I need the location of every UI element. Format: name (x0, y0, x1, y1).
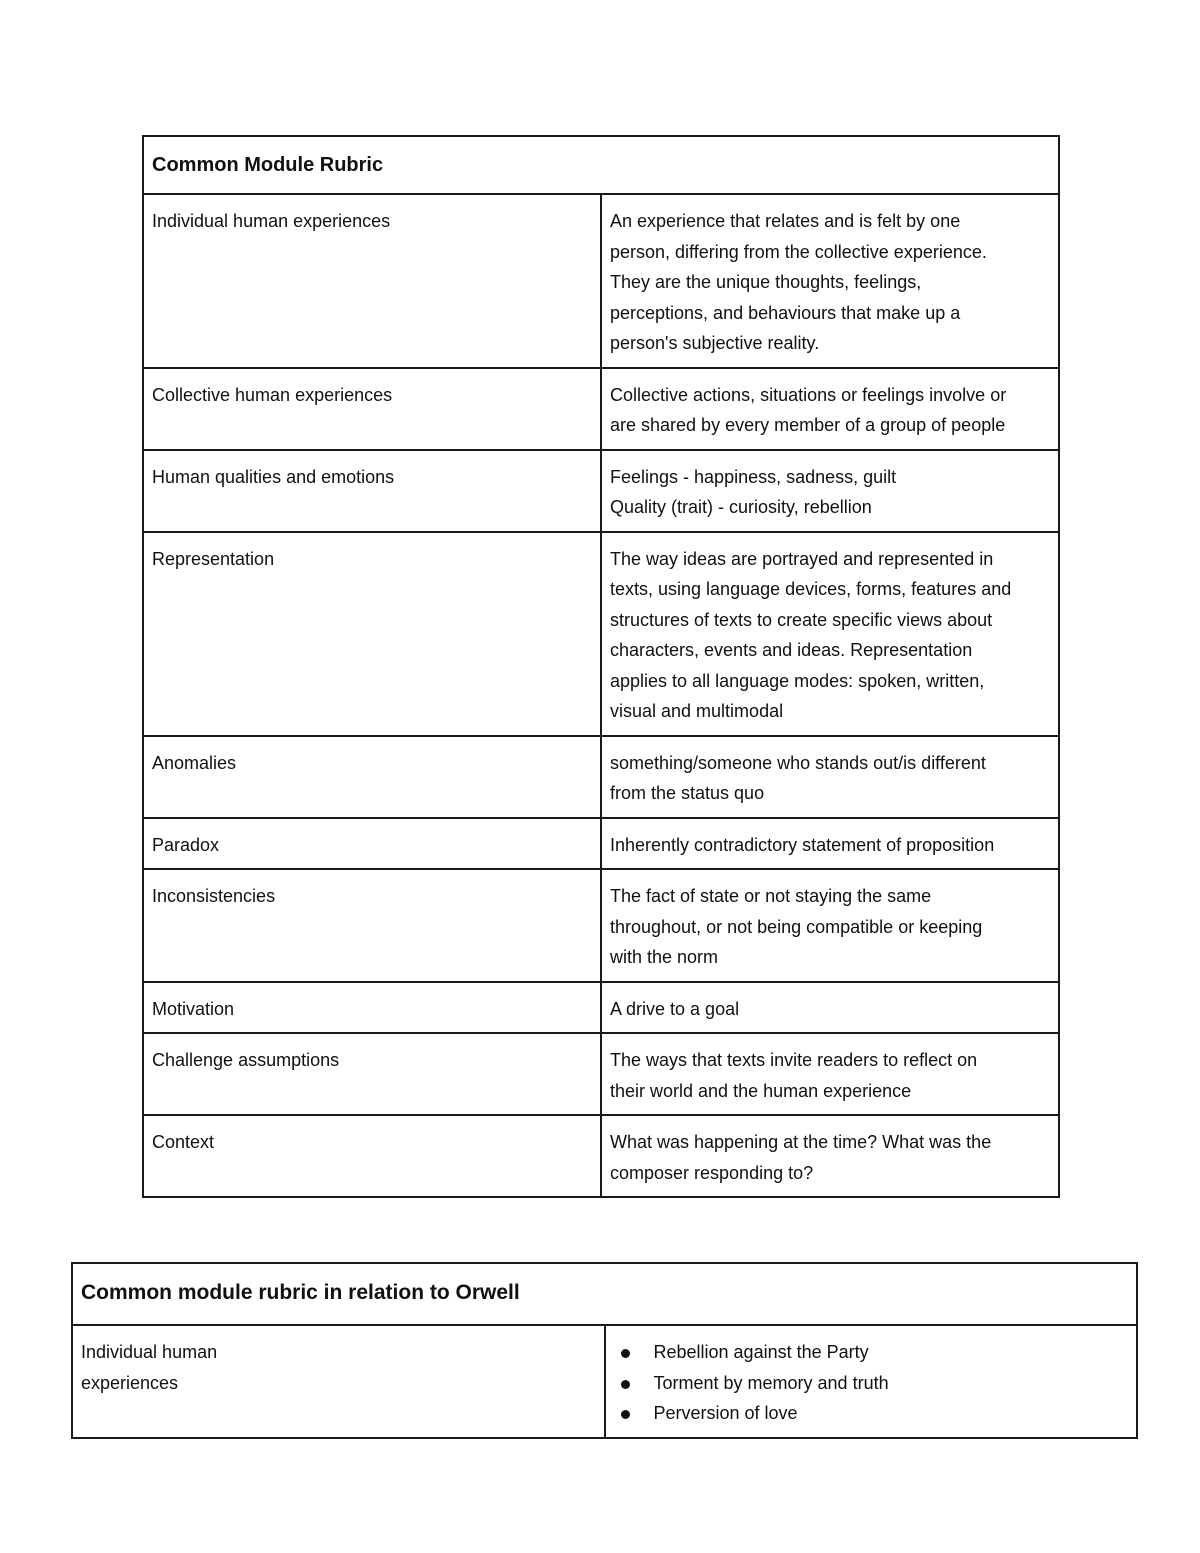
rubric-term: Human qualities and emotions (143, 450, 601, 532)
table-row (143, 982, 1059, 1034)
orwell-title: Common module rubric in relation to Orwell (72, 1263, 1137, 1325)
table-row (143, 532, 1059, 736)
rubric-term: Challenge assumptions (143, 1033, 601, 1115)
bullet-icon (621, 1380, 630, 1389)
table-row (143, 1115, 1059, 1197)
definition-line: person's subjective reality. (610, 333, 820, 353)
definition-line: perceptions, and behaviours that make up a (610, 302, 961, 323)
orwell-table (71, 1262, 1138, 1439)
rubric-definition (601, 818, 1059, 870)
rubric-title: Common Module Rubric (143, 136, 1059, 194)
definition-line: The ways that texts invite readers to reflect on (610, 1050, 978, 1070)
definition-line: with the norm (610, 947, 719, 967)
definition-line: composer responding to? (610, 1162, 814, 1183)
rubric-table (142, 135, 1060, 1198)
definition-line: The way ideas are portrayed and represented in (610, 548, 994, 569)
definition-line: visual and multimodal (610, 701, 784, 721)
definition-line: are shared by every member of a group of people (610, 415, 1006, 435)
table-row (143, 869, 1059, 982)
rubric-term: Paradox (143, 818, 601, 870)
definition-line: texts, using language devices, forms, features and (610, 579, 1012, 599)
definition-line: What was happening at the time? What was the (610, 1132, 992, 1152)
orwell-term (72, 1325, 605, 1438)
list-item-text: Torment by memory and truth (653, 1372, 889, 1393)
rubric-definition (601, 532, 1059, 736)
bullet-icon (621, 1349, 630, 1358)
rubric-term: Representation (143, 532, 601, 736)
rubric-definition (601, 368, 1059, 450)
table-row (143, 450, 1059, 532)
definition-line: Quality (trait) - curiosity, rebellion (610, 497, 872, 517)
rubric-term: Collective human experiences (143, 368, 601, 450)
definition-line: Feelings - happiness, sadness, guilt (610, 466, 897, 487)
definition-line: An experience that relates and is felt by one (610, 211, 961, 231)
rubric-definition (601, 1033, 1059, 1115)
table-row (143, 194, 1059, 368)
rubric-term: Anomalies (143, 736, 601, 818)
list-item-text: Perversion of love (653, 1403, 798, 1423)
rubric-definition (601, 194, 1059, 368)
list-item-text: Rebellion against the Party (653, 1342, 869, 1362)
definition-line: The fact of state or not staying the same (610, 886, 932, 906)
term-line: Individual human (81, 1342, 218, 1362)
table-row (143, 736, 1059, 818)
rubric-term: Individual human experiences (143, 194, 601, 368)
list-item (654, 1337, 1129, 1368)
rubric-definition (601, 1115, 1059, 1197)
definition-line: throughout, or not being compatible or keeping (610, 916, 983, 937)
rubric-header-row (143, 136, 1059, 194)
table-row (143, 1033, 1059, 1115)
orwell-points (605, 1325, 1138, 1438)
term-line: experiences (81, 1372, 179, 1393)
definition-line: Inherently contradictory statement of proposition (610, 834, 995, 855)
definition-line: from the status quo (610, 783, 765, 803)
table-row (143, 368, 1059, 450)
list-item (654, 1368, 1129, 1399)
rubric-definition (601, 982, 1059, 1034)
definition-line: structures of texts to create specific views about (610, 609, 993, 630)
definition-line: something/someone who stands out/is different (610, 752, 986, 773)
table-row (143, 818, 1059, 870)
definition-line: A drive to a goal (610, 998, 740, 1019)
rubric-definition (601, 869, 1059, 982)
rubric-definition (601, 736, 1059, 818)
definition-line: their world and the human experience (610, 1080, 912, 1101)
definition-line: applies to all language modes: spoken, written, (610, 670, 985, 691)
bullet-icon (621, 1410, 630, 1419)
rubric-term: Inconsistencies (143, 869, 601, 982)
rubric-term: Motivation (143, 982, 601, 1034)
definition-line: person, differing from the collective experience. (610, 241, 987, 262)
bullet-list (614, 1337, 1129, 1429)
definition-line: They are the unique thoughts, feelings, (610, 272, 922, 292)
definition-line: Collective actions, situations or feelings involve or (610, 384, 1007, 405)
table-row (72, 1325, 1137, 1438)
orwell-header-row (72, 1263, 1137, 1325)
list-item (654, 1398, 1129, 1429)
definition-line: characters, events and ideas. Representation (610, 640, 973, 660)
rubric-definition (601, 450, 1059, 532)
rubric-term: Context (143, 1115, 601, 1197)
